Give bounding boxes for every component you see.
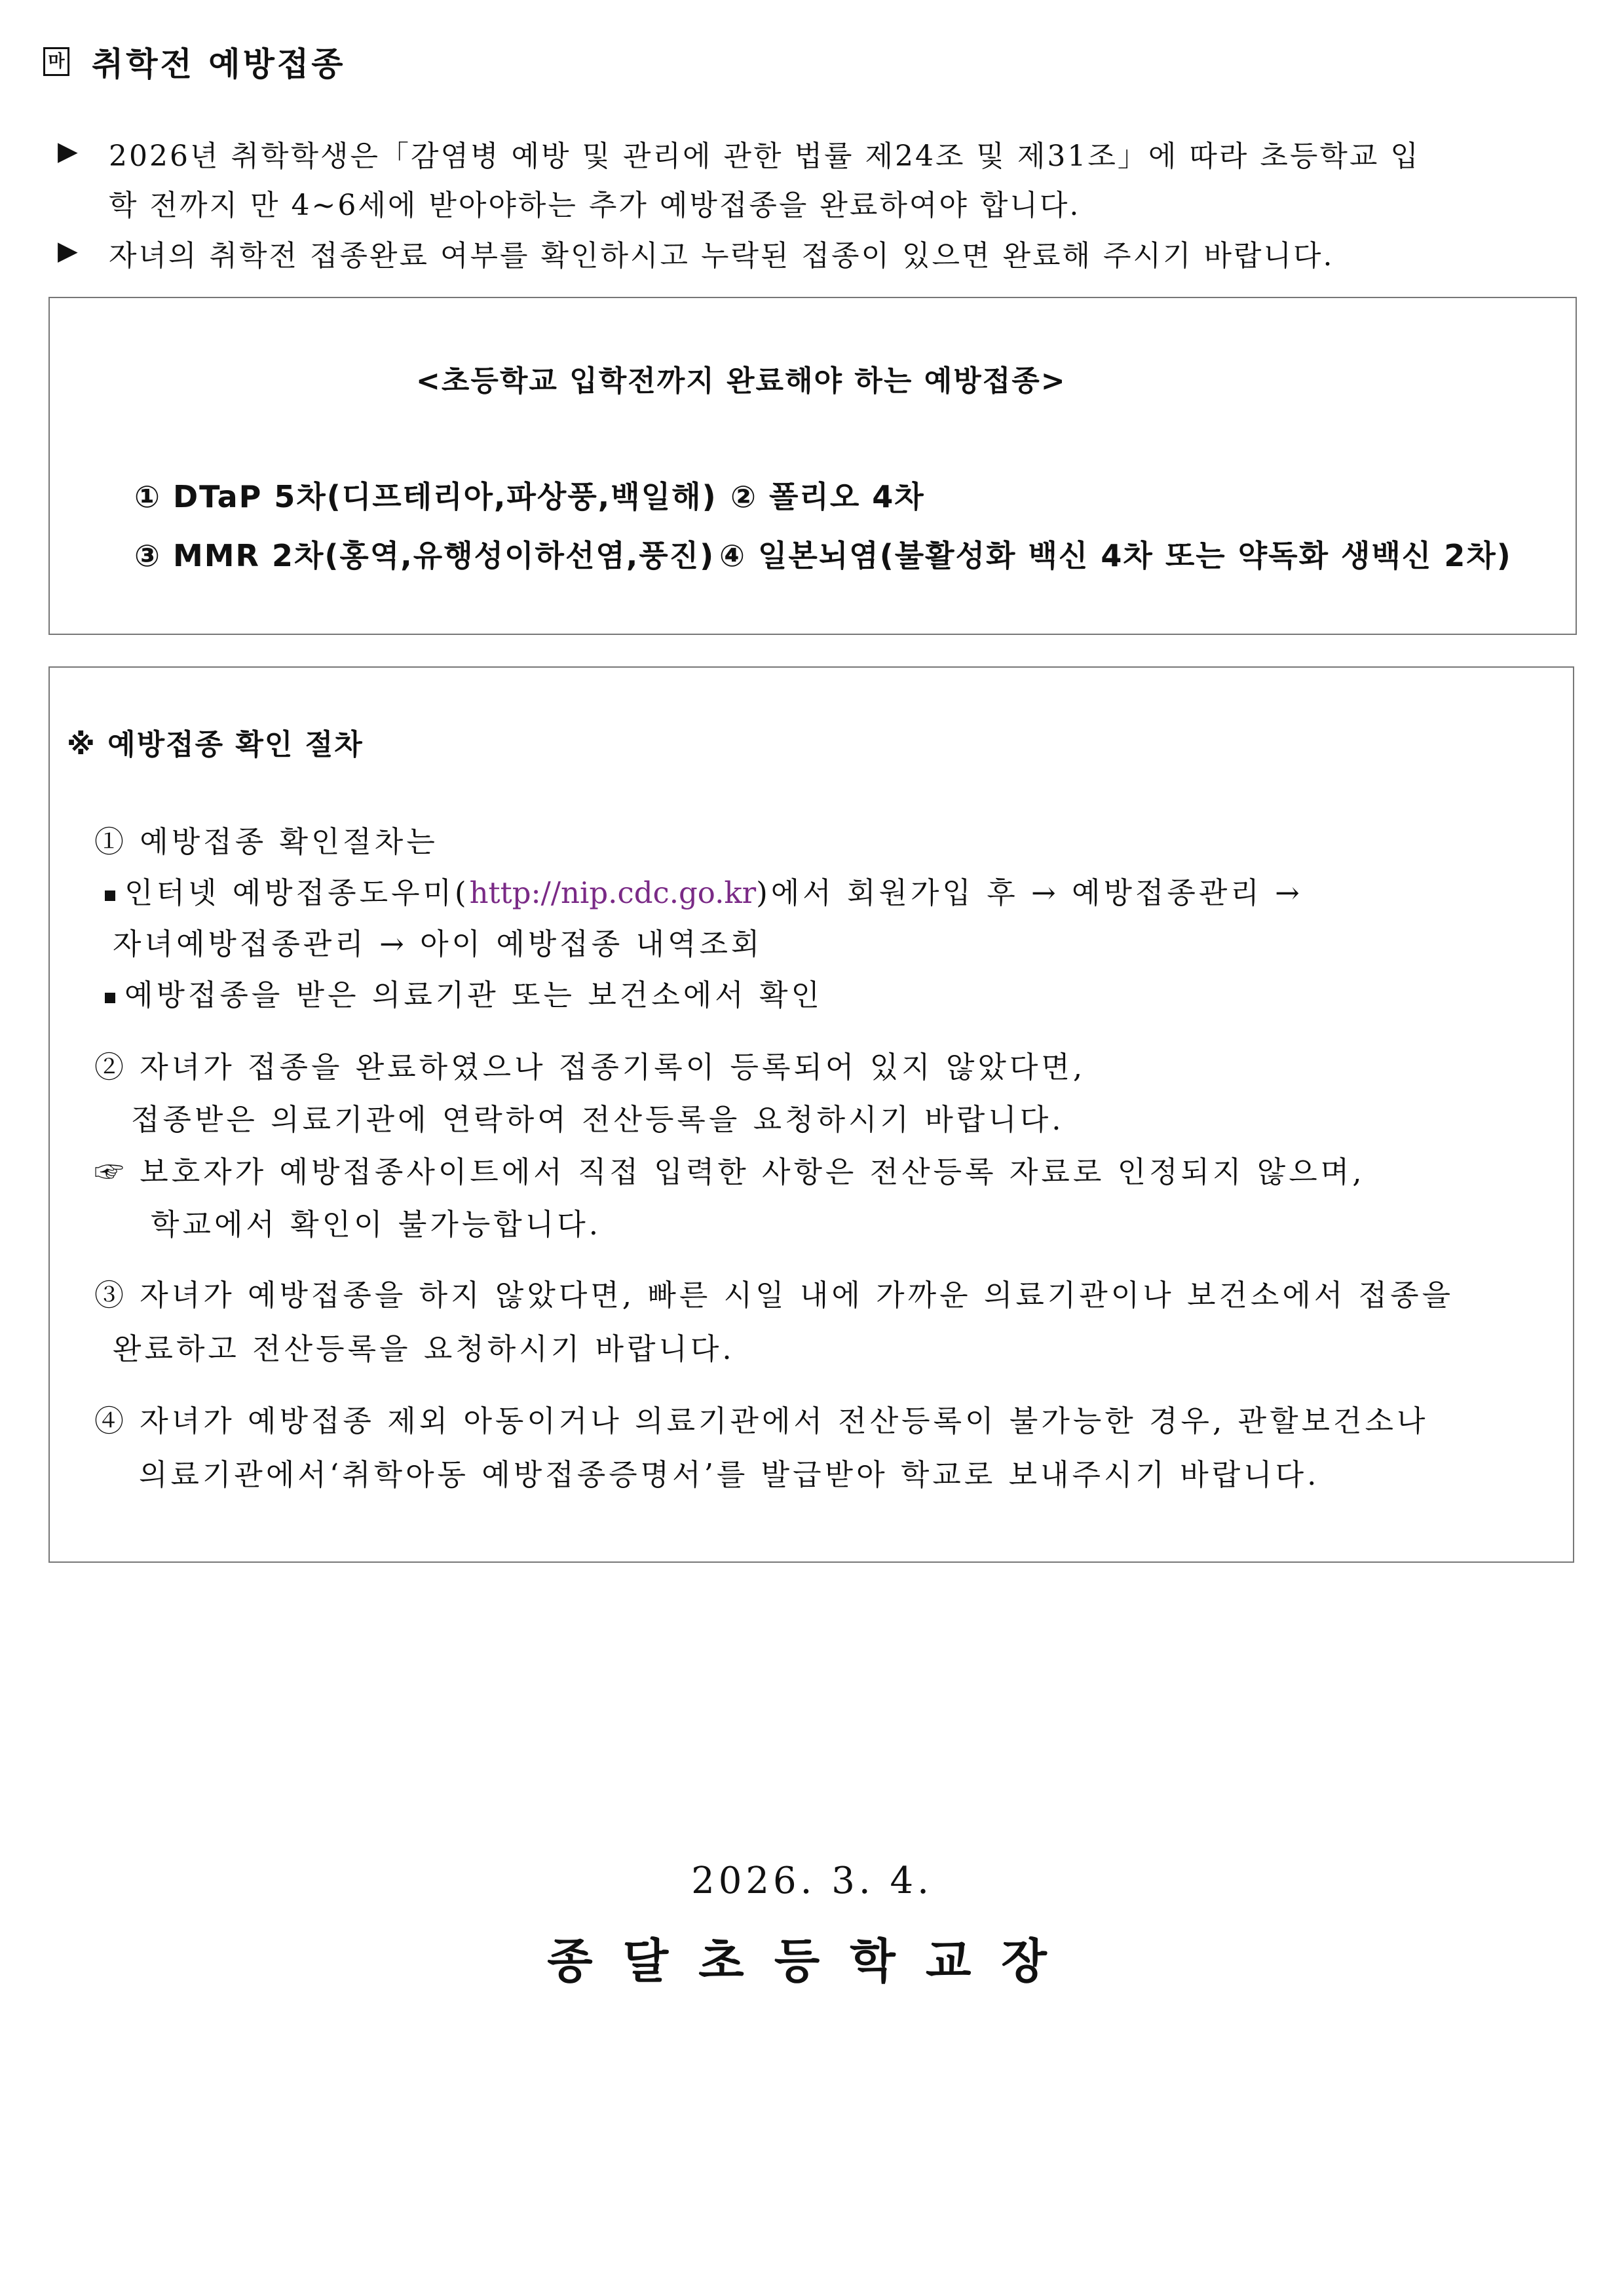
step4-line2: 의료기관에서‘취학아동 예방접종증명서’를 발급받아 학교로 보내주시기 바랍니다. xyxy=(139,1457,1320,1492)
vaccine-item-mmr: ③ MMR 2차(홍역,유행성이하선염,풍진) xyxy=(134,538,715,573)
step1-bullet1 xyxy=(105,869,1303,911)
step1-bullet1-pre: 인터넷 예방접종도우미( xyxy=(124,875,470,910)
step3-line1: ③ 자녀가 예방접종을 하지 않았다면, 빠른 시일 내에 가까운 의료기관이나 보건소에서 접종을 xyxy=(94,1278,1454,1312)
step4-line1: ④ 자녀가 예방접종 제외 아동이거나 의료기관에서 전산등록이 불가능한 경우, 관할보건소나 xyxy=(94,1404,1429,1438)
step1-title: ① 예방접종 확인절차는 xyxy=(94,824,438,859)
step2-line1: ② 자녀가 접종을 완료하였으나 접종기록이 등록되어 있지 않았다면, xyxy=(94,1050,1086,1084)
vaccine-item-polio: ② 폴리오 4차 xyxy=(730,479,925,514)
step1-bullet1-post: )에서 회원가입 후 → 예방접종관리 → xyxy=(756,875,1303,910)
step3-line2: 완료하고 전산등록을 요청하시기 바랍니다. xyxy=(113,1331,735,1366)
square-bullet-icon xyxy=(105,993,115,1003)
triangle-bullet-icon: ▶ xyxy=(58,136,78,166)
document-date: 2026. 3. 4. xyxy=(691,1860,933,1902)
vaccine-item-dtap: ① DTaP 5차(디프테리아,파상풍,백일해) xyxy=(134,479,717,514)
step1-bullet2 xyxy=(105,971,823,1014)
intro-line-3: 자녀의 취학전 접종완료 여부를 확인하시고 누락된 접종이 있으면 완료해 주시기 바랍니다. xyxy=(109,239,1334,273)
square-bullet-icon xyxy=(105,890,115,901)
section-title: 취학전 예방접종 xyxy=(92,45,346,83)
step1-bullet1-continued: 자녀예방접종관리 → 아이 예방접종 내역조회 xyxy=(113,927,763,961)
procedure-heading: ※ 예방접종 확인 절차 xyxy=(67,728,364,761)
nip-website-link[interactable]: http://nip.cdc.go.kr xyxy=(469,875,757,910)
school-signature: 종달초등학교장 xyxy=(547,1933,1077,1989)
vaccine-item-je: ④ 일본뇌염(불활성화 백신 4차 또는 약독화 생백신 2차) xyxy=(719,538,1512,573)
step2-note1: ☞ 보호자가 예방접종사이트에서 직접 입력한 사항은 전산등록 자료로 인정되지 않으며, xyxy=(94,1155,1365,1189)
intro-line-1: 2026년 취학학생은「감염병 예방 및 관리에 관한 법률 제24조 및 제31조」에 따라 초등학교 입 xyxy=(109,140,1420,173)
step1-bullet2-text: 예방접종을 받은 의료기관 또는 보건소에서 확인 xyxy=(124,978,823,1012)
required-vaccines-heading: <초등학교 입학전까지 완료해야 하는 예방접종> xyxy=(416,364,1067,398)
required-vaccines-box xyxy=(48,297,1577,635)
intro-line-2: 학 전까지 만 4~6세에 받아야하는 추가 예방접종을 완료하여야 합니다. xyxy=(109,189,1081,222)
step2-line2: 접종받은 의료기관에 연락하여 전산등록을 요청하시기 바랍니다. xyxy=(131,1102,1065,1137)
triangle-bullet-icon: ▶ xyxy=(58,236,78,266)
step2-note2: 학교에서 확인이 불가능합니다. xyxy=(151,1207,602,1242)
section-marker: 마 xyxy=(43,47,69,76)
